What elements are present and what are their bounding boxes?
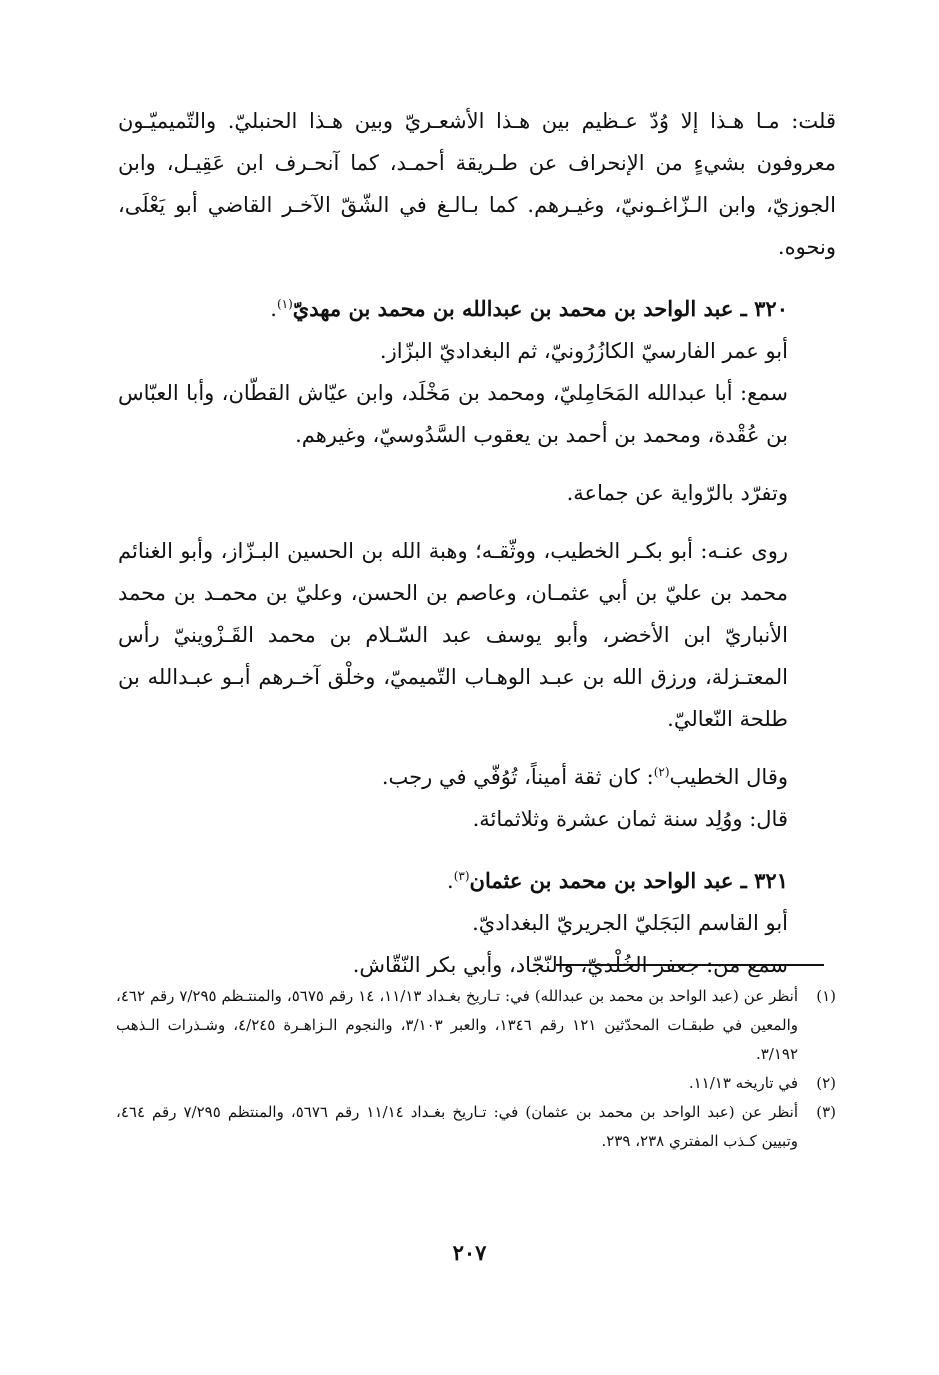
entry-320-khatib-a: وقال الخطيب: [669, 765, 788, 789]
entry-320-title-dot: .: [270, 297, 277, 321]
entry-321-title-dot: .: [447, 869, 454, 893]
footnote-2: [116, 1069, 836, 1098]
footnote-text: في تاريخه ١١/١٣.: [688, 1074, 798, 1092]
entry-320-birth: قال: ووُلِد سنة ثمان عشرة وثلاثمائة.: [472, 807, 788, 831]
footnote-number: (١): [816, 987, 836, 1005]
footnotes: [116, 982, 836, 1156]
footnote-text: أنظر عن (عبد الواحد بن محمد بن عبدالله) في: تـاريخ بغـداد ١١/١٣، ١٤ رقم ٥٦٧٥، والمنتـظم ٧/٢٩٥ رقم ٤٦٢، والمعين في طبقـات المحدّثين ١٢١ رقم ١٣٤٦، والعبر ٣/١٠٣، والنجوم الـزاهـرة ٤/٢٤٥، وشـذرات الـذهب ٣/١٩٢.: [116, 987, 799, 1063]
paragraph-intro: قلت: مـا هـذا إلا وُدّ عـظيم بين هـذا الأشعـريّ وبين هـذا الحنبليّ. والتّميميّـون معروفون بشيءٍ من الإنحراف عن طـريقة أحمـد، كما آنحـرف ابن عَقِيـل، وابن الجوزيّ، وابن الـزّاغـونيّ، وغيـرهم. كما بـالـغ في الشّقّ الآخـر القاضي أبو يَعْلَى، ونحوه.: [118, 109, 836, 259]
footnote-text: أنظر عن (عبد الواحد بن محمد بن عثمان) في: تـاريخ بغـداد ١١/١٤ رقم ٥٦٧٦، والمنتظم ٧/٢٩٥ رقم ٤٦٤، وتبيين كـذب المفتري ٢٣٨، ٢٣٩.: [116, 1103, 798, 1150]
entry-320-unique: وتفرّد بالرّواية عن جماعة.: [566, 481, 788, 505]
entry-320-khatib: [118, 756, 836, 798]
entry-320-nisba: أبو عمر الفارسيّ الكازُرُونيّ، ثم البغداديّ البزّاز.: [379, 339, 788, 363]
footnote-number: (٣): [816, 1103, 836, 1121]
entry-321-title: [118, 860, 836, 902]
footnote-number: (٢): [816, 1074, 836, 1092]
footnote-3: [116, 1098, 836, 1156]
footnote-ref-1: (١): [276, 297, 293, 311]
page-number: ٢٠٧: [452, 1240, 487, 1265]
entry-320-heading: ٣٢٠ ـ عبد الواحد بن محمد بن عبدالله بن محمد بن مهديّ: [292, 296, 788, 321]
entry-320-title: [118, 288, 836, 330]
footnote-ref-2: (٢): [653, 765, 670, 779]
entry-321-teachers: سمع من: جعفر الخُلْديّ، والنّجّاد، وأبي بكر النّقّاش.: [352, 953, 788, 977]
footnote-ref-3: (٣): [453, 869, 470, 883]
footnote-separator: [556, 964, 824, 966]
entry-320-students: روى عنـه: أبو بكـر الخطيب، ووثّقـه؛ وهبة الله بن الحسين البـزّاز، وأبو الغنائم محمد بن عليّ بن أبي عثمـان، وعاصم بن الحسن، وعليّ بن محمـد بن محمد الأنباريّ ابن الأخضر، وأبو يوسف عبد السّـلام بن محمد القَـزْوينيّ رأس المعتـزلة، ورزق الله بن عبـد الوهـاب التّميميّ، وخلْق آخـرهم أبـو عبـدالله بن طلحة النّعاليّ.: [118, 539, 788, 731]
footnote-1: [116, 982, 836, 1069]
entry-321-heading: ٣٢١ ـ عبد الواحد بن محمد بن عثمان: [469, 868, 788, 893]
entry-321-nisba: أبو القاسم البَجَليّ الجريريّ البغداديّ.: [472, 911, 788, 935]
main-text: [118, 100, 836, 986]
entry-320-teachers: سمع: أبا عبدالله المَحَامِليّ، ومحمد بن مَخْلَد، وابن عيّاش القطّان، وأبا العبّاس بن عُقْدة، ومحمد بن أحمد بن يعقوب السَّدُوسيّ، وغيرهم.: [118, 381, 788, 447]
entry-320-khatib-b: : كان ثقة أميناً، تُوُفّي في رجب.: [381, 765, 654, 789]
